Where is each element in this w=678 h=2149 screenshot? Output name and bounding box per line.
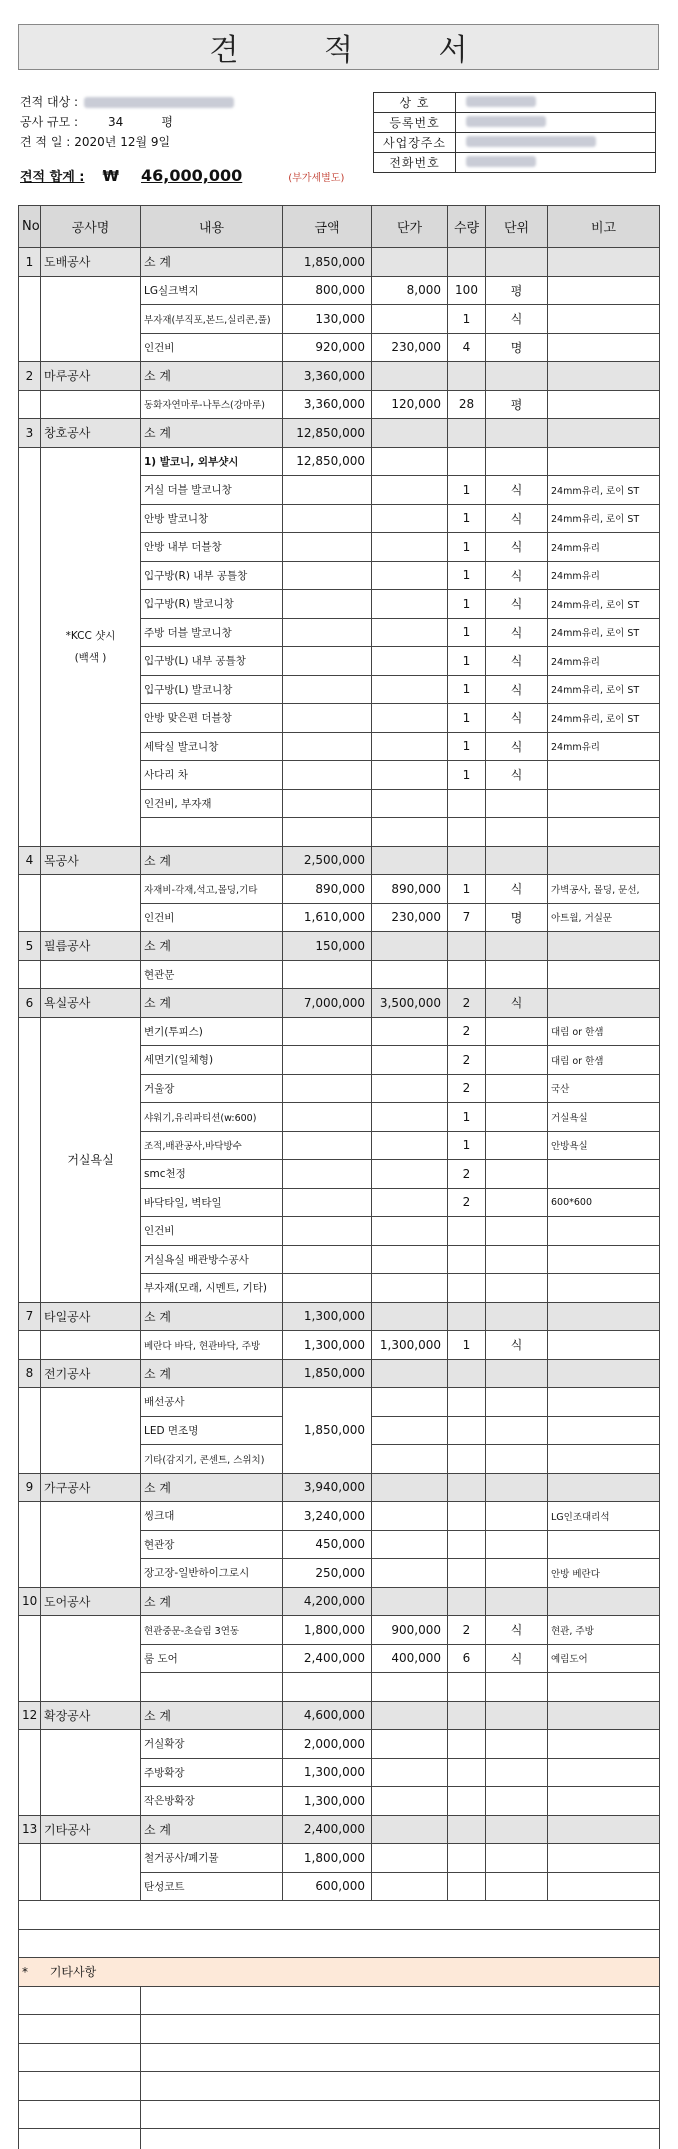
company-name-label: 상 호	[374, 93, 456, 113]
item-note: 24mm유리, 로이 ST	[548, 590, 660, 619]
item-amount: 800,000	[283, 276, 372, 305]
section-name: 창호공사	[41, 419, 141, 448]
item-qty: 1	[448, 647, 486, 676]
item-amount: 1,800,000	[283, 1616, 372, 1645]
company-row	[374, 93, 656, 113]
section-name: 마루공사	[41, 362, 141, 391]
item-unit: 식	[486, 1331, 548, 1360]
section-subtotal-row	[19, 1302, 660, 1331]
item-note: 24mm유리	[548, 533, 660, 562]
item-note	[548, 333, 660, 362]
item-unit: 식	[486, 533, 548, 562]
item-note: 24mm유리, 로이 ST	[548, 504, 660, 533]
item-qty: 1	[448, 305, 486, 334]
item-note: 안방욕실	[548, 1131, 660, 1160]
table-row	[19, 276, 660, 305]
page-title-bar	[18, 24, 659, 70]
item-price	[372, 305, 448, 334]
construction-scale-label: 공사 규모 :	[20, 115, 79, 129]
item-note: 안방 베란다	[548, 1559, 660, 1588]
item-note	[548, 761, 660, 790]
notes-row	[19, 2072, 660, 2101]
redacted-value	[466, 136, 596, 147]
item-content: 배선공사	[141, 1388, 283, 1417]
construction-scale-value: 34	[108, 115, 124, 129]
item-content: 주방확장	[141, 1758, 283, 1787]
item-amount: 920,000	[283, 333, 372, 362]
subtotal-label: 소 계	[141, 846, 283, 875]
item-note: 현관, 주방	[548, 1616, 660, 1645]
col-unit-price: 단가	[372, 206, 448, 248]
item-amount: 2,400,000	[283, 1644, 372, 1673]
item-qty: 2	[448, 1616, 486, 1645]
section-subtotal-row	[19, 1473, 660, 1502]
item-content: 입구방(L) 내부 공틀창	[141, 647, 283, 676]
item-note	[548, 390, 660, 419]
item-content: 조적,배관공사,바닥방수	[141, 1131, 283, 1160]
estimate-date-value: 2020년 12월 9일	[74, 135, 171, 149]
section-no: 8	[19, 1359, 41, 1388]
table-row	[19, 447, 660, 476]
item-content: 장고장-일반하이그로시	[141, 1559, 283, 1588]
item-content: 인건비	[141, 903, 283, 932]
subtotal-label: 소 계	[141, 419, 283, 448]
item-content: 세탁실 발코니창	[141, 732, 283, 761]
item-note: 24mm유리	[548, 732, 660, 761]
construction-scale-row	[20, 112, 350, 132]
item-content: 탄성코트	[141, 1872, 283, 1901]
construction-scale-unit: 평	[161, 115, 173, 129]
item-price: 120,000	[372, 390, 448, 419]
section-subtotal-row	[19, 1359, 660, 1388]
item-note: 거실욕실	[548, 1103, 660, 1132]
redacted-target	[84, 97, 234, 108]
item-unit: 식	[486, 647, 548, 676]
subtotal-amount: 150,000	[283, 932, 372, 961]
item-qty: 1	[448, 618, 486, 647]
table-row	[19, 1730, 660, 1759]
item-content: 인건비, 부자재	[141, 789, 283, 818]
item-note: LG인조대리석	[548, 1502, 660, 1531]
item-amount: 1,300,000	[283, 1787, 372, 1816]
notes-row	[19, 2043, 660, 2072]
subtotal-amount: 12,850,000	[283, 419, 372, 448]
item-unit: 식	[486, 561, 548, 590]
item-qty: 1	[448, 704, 486, 733]
item-content: 거실 더블 발코니창	[141, 476, 283, 505]
subtotal-label: 소 계	[141, 248, 283, 277]
item-content: 안방 내부 더블창	[141, 533, 283, 562]
company-row	[374, 113, 656, 133]
item-content: 1) 발코니, 외부샷시	[141, 447, 283, 476]
window-brand-label: *KCC 샷시	[65, 629, 116, 642]
item-content: 입구방(R) 내부 공틀창	[141, 561, 283, 590]
item-price: 230,000	[372, 903, 448, 932]
subtotal-amount: 1,850,000	[283, 1359, 372, 1388]
subtotal-label: 소 계	[141, 362, 283, 391]
item-content: 주방 더블 발코니창	[141, 618, 283, 647]
table-row	[19, 960, 660, 989]
section-no: 13	[19, 1815, 41, 1844]
section-subtotal-row	[19, 1701, 660, 1730]
item-unit: 식	[486, 476, 548, 505]
estimate-date-label: 견 적 일 :	[20, 135, 71, 149]
subtotal-amount: 1,850,000	[283, 248, 372, 277]
item-amount: 250,000	[283, 1559, 372, 1588]
item-price: 230,000	[372, 333, 448, 362]
estimate-target-label: 견적 대상 :	[20, 95, 79, 109]
item-unit: 명	[486, 903, 548, 932]
item-amount: 1,610,000	[283, 903, 372, 932]
subtotal-label: 소 계	[141, 1587, 283, 1616]
subtotal-label: 소 계	[141, 932, 283, 961]
subtotal-label: 소 계	[141, 1701, 283, 1730]
subtotal-amount: 1,300,000	[283, 1302, 372, 1331]
section-no: 5	[19, 932, 41, 961]
item-content: 기타(감지기, 콘센트, 스위치)	[141, 1445, 283, 1474]
col-amount: 금액	[283, 206, 372, 248]
item-qty: 1	[448, 875, 486, 904]
subtotal-amount: 2,500,000	[283, 846, 372, 875]
item-note	[548, 305, 660, 334]
section-no: 7	[19, 1302, 41, 1331]
item-content: 현관중문-초슬림 3연동	[141, 1616, 283, 1645]
item-content: 부자재(부직포,본드,실리콘,풀)	[141, 305, 283, 334]
item-amount: 3,360,000	[283, 390, 372, 419]
section-name: 도배공사	[41, 248, 141, 277]
item-qty: 1	[448, 476, 486, 505]
item-note: 24mm유리, 로이 ST	[548, 704, 660, 733]
item-unit: 식	[486, 305, 548, 334]
item-unit: 평	[486, 390, 548, 419]
client-info	[20, 92, 350, 152]
col-quantity: 수량	[448, 206, 486, 248]
col-content: 내용	[141, 206, 283, 248]
section-no: 10	[19, 1587, 41, 1616]
page-title: 견 적 서	[209, 33, 506, 68]
company-info-table	[373, 92, 656, 173]
section-no: 3	[19, 419, 41, 448]
item-note: 24mm유리, 로이 ST	[548, 675, 660, 704]
item-content: LED 면조명	[141, 1416, 283, 1445]
item-content: 씽크대	[141, 1502, 283, 1531]
subtotal-label: 소 계	[141, 1359, 283, 1388]
table-row	[19, 1017, 660, 1046]
subtotal-label: 소 계	[141, 1815, 283, 1844]
item-content: 자재비-각재,석고,몰딩,기타	[141, 875, 283, 904]
item-content: 현관장	[141, 1530, 283, 1559]
section-no: 4	[19, 846, 41, 875]
item-note: 600*600	[548, 1188, 660, 1217]
item-note: 대림 or 한샘	[548, 1017, 660, 1046]
total-amount: 46,000,000	[141, 166, 243, 185]
item-qty: 1	[448, 561, 486, 590]
col-no: No	[19, 206, 41, 248]
blank-row	[19, 1901, 660, 1930]
item-content: 입구방(R) 발코니창	[141, 590, 283, 619]
item-qty: 1	[448, 533, 486, 562]
subtotal-label: 소 계	[141, 1473, 283, 1502]
subtotal-unit: 식	[486, 989, 548, 1018]
subtotal-label: 소 계	[141, 1302, 283, 1331]
item-amount: 1,300,000	[283, 1331, 372, 1360]
subtotal-qty: 2	[448, 989, 486, 1018]
item-unit: 식	[486, 704, 548, 733]
estimate-total	[20, 166, 344, 185]
table-row	[19, 390, 660, 419]
section-name: 목공사	[41, 846, 141, 875]
item-amount: 3,240,000	[283, 1502, 372, 1531]
estimate-target-row	[20, 92, 350, 112]
bathroom-label: 거실욕실	[41, 1017, 141, 1302]
notes-label: 기타사항	[49, 1965, 97, 1980]
estimate-date-row	[20, 132, 350, 152]
blank-row	[19, 1929, 660, 1958]
item-note: 예림도어	[548, 1644, 660, 1673]
item-qty: 28	[448, 390, 486, 419]
section-subtotal-row	[19, 932, 660, 961]
item-qty: 2	[448, 1046, 486, 1075]
redacted-value	[466, 116, 546, 127]
subtotal-amount: 4,600,000	[283, 1701, 372, 1730]
section-subtotal-row	[19, 989, 660, 1018]
item-amount: 2,000,000	[283, 1730, 372, 1759]
subtotal-amount: 3,360,000	[283, 362, 372, 391]
window-color-label: (백색 )	[74, 651, 107, 664]
item-qty: 100	[448, 276, 486, 305]
item-content: 샤워기,유리파티션(w:600)	[141, 1103, 283, 1132]
item-qty: 2	[448, 1017, 486, 1046]
item-note: 가벽공사, 몰딩, 문선,	[548, 875, 660, 904]
item-unit: 평	[486, 276, 548, 305]
item-unit: 식	[486, 761, 548, 790]
redacted-value	[466, 96, 536, 107]
section-subtotal-row	[19, 419, 660, 448]
item-unit: 식	[486, 732, 548, 761]
item-content: 거실욕실 배관방수공사	[141, 1245, 283, 1274]
item-note: 24mm유리	[548, 647, 660, 676]
col-note: 비고	[548, 206, 660, 248]
item-note: 24mm유리, 로이 ST	[548, 476, 660, 505]
col-unit: 단위	[486, 206, 548, 248]
item-note	[548, 276, 660, 305]
item-content: LG실크벽지	[141, 276, 283, 305]
item-note: 아트월, 거실문	[548, 903, 660, 932]
item-qty: 2	[448, 1160, 486, 1189]
item-price: 890,000	[372, 875, 448, 904]
table-row	[19, 875, 660, 904]
item-note	[548, 1160, 660, 1189]
item-unit: 식	[486, 590, 548, 619]
item-content: 동화자연마루-나투스(강마루)	[141, 390, 283, 419]
section-name: 전기공사	[41, 1359, 141, 1388]
item-amount: 130,000	[283, 305, 372, 334]
section-no: 2	[19, 362, 41, 391]
item-content: 작은방확장	[141, 1787, 283, 1816]
item-content: 세면기(일체형)	[141, 1046, 283, 1075]
section-no: 12	[19, 1701, 41, 1730]
section-subtotal-row	[19, 362, 660, 391]
item-qty: 1	[448, 1331, 486, 1360]
item-qty: 1	[448, 590, 486, 619]
item-unit: 명	[486, 333, 548, 362]
registration-number-label: 등록번호	[374, 113, 456, 133]
item-content: 안방 맞은편 더블창	[141, 704, 283, 733]
item-price: 1,300,000	[372, 1331, 448, 1360]
item-content: 현관문	[141, 960, 283, 989]
item-unit: 식	[486, 504, 548, 533]
section-name: 확장공사	[41, 1701, 141, 1730]
item-unit: 식	[486, 875, 548, 904]
section-no: 9	[19, 1473, 41, 1502]
item-qty: 1	[448, 1131, 486, 1160]
item-note: 대림 or 한샘	[548, 1046, 660, 1075]
item-note: 국산	[548, 1074, 660, 1103]
item-unit: 식	[486, 618, 548, 647]
item-unit: 식	[486, 1644, 548, 1673]
item-amount: 600,000	[283, 1872, 372, 1901]
total-label: 견적 합계 :	[20, 170, 85, 185]
item-amount: 890,000	[283, 875, 372, 904]
item-unit: 식	[486, 675, 548, 704]
item-content: 바닥타일, 벽타일	[141, 1188, 283, 1217]
item-price: 8,000	[372, 276, 448, 305]
company-row	[374, 133, 656, 153]
vat-note: (부가세별도)	[288, 173, 345, 184]
item-amount: 450,000	[283, 1530, 372, 1559]
notes-row	[19, 2129, 660, 2149]
section-name: 필름공사	[41, 932, 141, 961]
currency-symbol: ₩	[102, 167, 120, 185]
redacted-value	[466, 156, 536, 167]
item-qty: 1	[448, 675, 486, 704]
notes-header-row	[19, 1958, 660, 1987]
business-address-label: 사업장주소	[374, 133, 456, 153]
item-amount: 1,300,000	[283, 1758, 372, 1787]
item-qty: 7	[448, 903, 486, 932]
item-price: 400,000	[372, 1644, 448, 1673]
item-amount: 1,800,000	[283, 1844, 372, 1873]
subtotal-price: 3,500,000	[372, 989, 448, 1018]
item-content: 안방 발코니창	[141, 504, 283, 533]
item-amount: 12,850,000	[283, 447, 372, 476]
item-qty: 1	[448, 761, 486, 790]
subtotal-amount: 3,940,000	[283, 1473, 372, 1502]
item-note: 24mm유리	[548, 561, 660, 590]
table-row	[19, 1616, 660, 1645]
section-name: 기타공사	[41, 1815, 141, 1844]
section-name: 욕실공사	[41, 989, 141, 1018]
item-note	[548, 1530, 660, 1559]
notes-row	[19, 1986, 660, 2015]
item-qty: 4	[448, 333, 486, 362]
section-subtotal-row	[19, 1815, 660, 1844]
item-content: 거실확장	[141, 1730, 283, 1759]
table-row	[19, 1331, 660, 1360]
section-no: 1	[19, 248, 41, 277]
section-subtotal-row	[19, 846, 660, 875]
subtotal-amount: 4,200,000	[283, 1587, 372, 1616]
item-content: 변기(투피스)	[141, 1017, 283, 1046]
section-name: 타일공사	[41, 1302, 141, 1331]
section-no: 6	[19, 989, 41, 1018]
item-content: 철거공사/폐기물	[141, 1844, 283, 1873]
section-subtotal-row	[19, 1587, 660, 1616]
notes-star: *	[22, 1965, 28, 1980]
phone-number-label: 전화번호	[374, 153, 456, 173]
item-content: 입구방(L) 발코니창	[141, 675, 283, 704]
company-row	[374, 153, 656, 173]
item-content: 부자재(모래, 시멘트, 기타)	[141, 1274, 283, 1303]
item-unit: 식	[486, 1616, 548, 1645]
item-content: 인건비	[141, 1217, 283, 1246]
item-qty: 1	[448, 732, 486, 761]
section-name: 가구공사	[41, 1473, 141, 1502]
item-amount: 1,850,000	[283, 1388, 372, 1474]
col-work-name: 공사명	[41, 206, 141, 248]
section-subtotal-row	[19, 248, 660, 277]
item-note: 24mm유리, 로이 ST	[548, 618, 660, 647]
item-qty: 2	[448, 1074, 486, 1103]
table-row	[19, 1844, 660, 1873]
subtotal-label: 소 계	[141, 989, 283, 1018]
item-price: 900,000	[372, 1616, 448, 1645]
table-row	[19, 1388, 660, 1417]
item-content: 거울장	[141, 1074, 283, 1103]
item-content: 베란다 바닥, 현관바닥, 주방	[141, 1331, 283, 1360]
item-content: 인건비	[141, 333, 283, 362]
notes-row	[19, 2100, 660, 2129]
item-qty: 1	[448, 1103, 486, 1132]
subtotal-amount: 7,000,000	[283, 989, 372, 1018]
section-name: 도어공사	[41, 1587, 141, 1616]
item-content: smc천정	[141, 1160, 283, 1189]
item-content: 룸 도어	[141, 1644, 283, 1673]
estimate-table	[18, 205, 660, 2149]
table-row	[19, 1502, 660, 1531]
notes-row	[19, 2015, 660, 2044]
item-qty: 2	[448, 1188, 486, 1217]
item-content: 사다리 차	[141, 761, 283, 790]
subtotal-amount: 2,400,000	[283, 1815, 372, 1844]
item-qty: 6	[448, 1644, 486, 1673]
item-qty: 1	[448, 504, 486, 533]
table-header-row	[19, 206, 660, 248]
